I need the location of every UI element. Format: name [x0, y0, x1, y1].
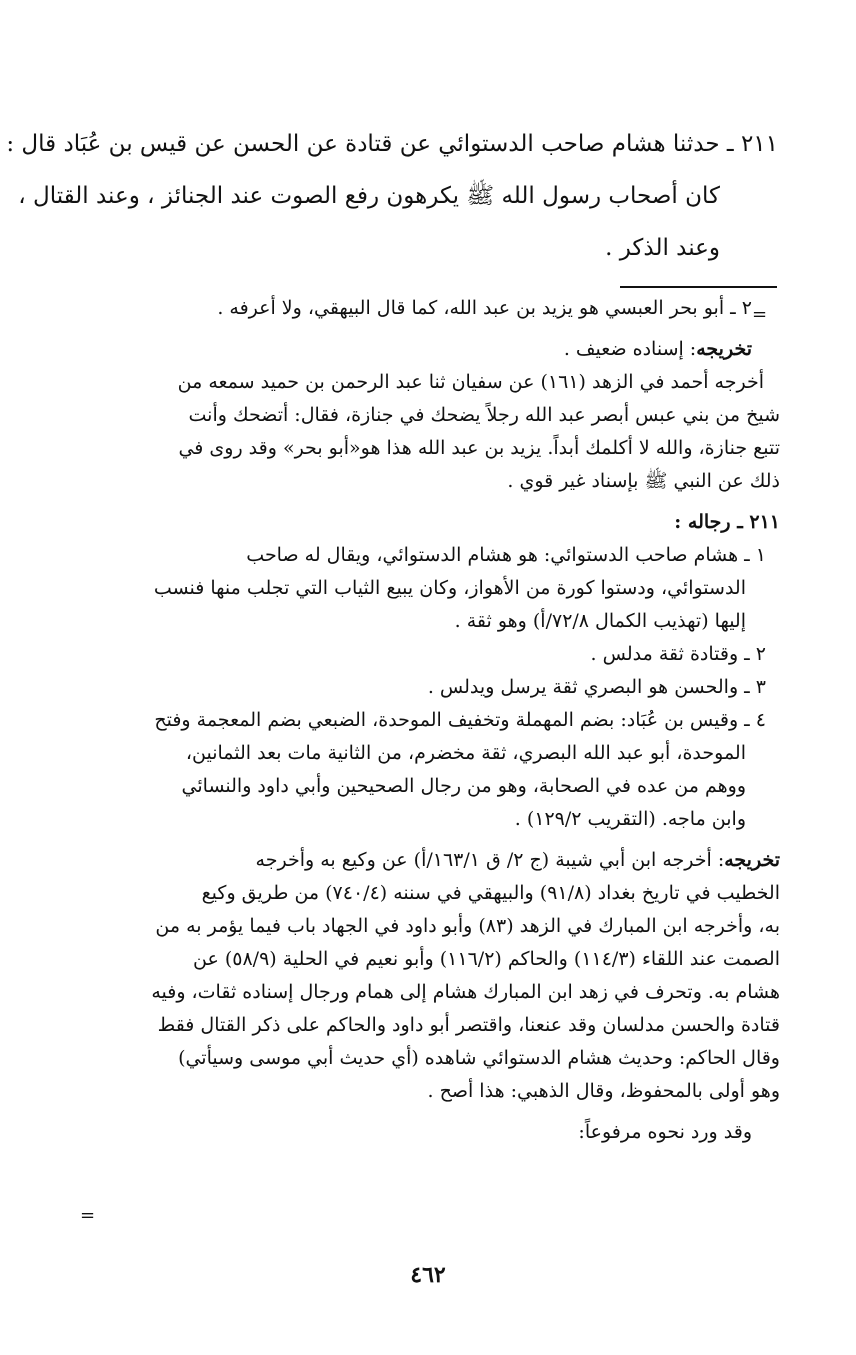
footnotes — [76, 292, 780, 1149]
rijal-line: ووهم من عده في الصحابة، وهو من رجال الصحيحين وأبي داود والنسائي — [181, 775, 746, 797]
continuation-mark-top: = — [752, 304, 768, 325]
para2-line: وهو أولى بالمحفوظ، وقال الذهبي: هذا أصح . — [427, 1080, 780, 1102]
footnote-separator — [620, 286, 777, 288]
para1-line: شيخ من بني عبس أبصر عبد الله رجلاً يضحك في جنازة، فقال: أتضحك وأنت — [188, 404, 780, 426]
continuation-mark-bottom: = — [80, 1205, 96, 1226]
main-text — [6, 118, 778, 274]
para2-line: هشام به. وتحرف في زهد ابن المبارك هشام إلى همام ورجال إسناده ثقات، وفيه — [151, 981, 780, 1003]
hadith-line-1: ٢١١ ـ حدثنا هشام صاحب الدستوائي عن قتادة عن الحسن عن قيس بن عُبَاد قال : — [6, 131, 778, 157]
rijal-line: الدستوائي، ودستوا كورة من الأهواز، وكان يبيع الثياب التي تجلب منها فنسب — [153, 577, 746, 599]
para2-line: الخطيب في تاريخ بغداد (٩١/٨) والبيهقي في سننه (٧٤٠/٤) من طريق وكيع — [201, 882, 780, 904]
takhrij-text: : إسناده ضعيف . — [563, 338, 697, 360]
hadith-line-2: كان أصحاب رسول الله ﷺ يكرهون رفع الصوت عند الجنائز ، وعند القتال ، — [18, 183, 720, 209]
footnote-last-line: وقد ورد نحوه مرفوعاً: — [578, 1121, 752, 1143]
para2-line: به، وأخرجه ابن المبارك في الزهد (٨٣) وأبو داود في الجهاد باب فيما يؤمر به من — [155, 915, 780, 937]
rijal-line: وابن ماجه. (التقريب ١٢٩/٢) . — [514, 808, 746, 830]
para1-line: أخرجه أحمد في الزهد (١٦١) عن سفيان ثنا عبد الرحمن بن حميد سمعه من — [177, 371, 764, 393]
rijal-line: ١ ـ هشام صاحب الدستوائي: هو هشام الدستوائي، ويقال له صاحب — [246, 544, 766, 566]
para2-line: وقال الحاكم: وحديث هشام الدستوائي شاهده (أي حديث أبي موسى وسيأتي) — [178, 1047, 780, 1069]
rijal-line: ٢ ـ وقتادة ثقة مدلس . — [590, 643, 766, 665]
hadith-line-3: وعند الذكر . — [605, 235, 720, 261]
para2-line: الصمت عند اللقاء (١١٤/٣) والحاكم (١١٦/٢) وأبو نعيم في الحلية (٥٨/٩) عن — [193, 948, 780, 970]
rijal-line: ٤ ـ وقيس بن عُبَاد: بضم المهملة وتخفيف الموحدة، الضبعي بضم المعجمة وفتح — [154, 709, 766, 731]
para1-line: ذلك عن النبي ﷺ بإسناد غير قوي . — [507, 470, 780, 492]
footnote-narrator-2: ٢ ـ أبو بحر العبسي هو يزيد بن عبد الله، كما قال البيهقي، ولا أعرفه . — [217, 297, 752, 319]
takhrij-label: تخريجه — [696, 338, 752, 360]
takhrij-label: تخريجه — [724, 849, 780, 871]
rijal-line: الموحدة، أبو عبد الله البصري، ثقة مخضرم، من الثانية مات بعد الثمانين، — [185, 742, 746, 764]
page-number: ٤٦٢ — [410, 1262, 446, 1288]
para2-line: قتادة والحسن مدلسان وقد عنعنا، واقتصر أبو داود والحاكم على ذكر القتال فقط — [157, 1014, 780, 1036]
para1-line: تتبع جنازة، والله لا أكلمك أبداً. يزيد بن عبد الله هذا هو«أبو بحر» وقد روى في — [178, 437, 780, 459]
rijal-line: إليها (تهذيب الكمال ٧٢/٨/أ) وهو ثقة . — [454, 610, 746, 632]
rijal-line: ٣ ـ والحسن هو البصري ثقة يرسل ويدلس . — [427, 676, 766, 698]
takhrij-text: : أخرجه ابن أبي شيبة (ج ٢/ ق ١٦٣/١/أ) عن وكيع به وأخرجه — [255, 849, 725, 871]
rijal-heading: ٢١١ ـ رجاله : — [674, 511, 780, 533]
